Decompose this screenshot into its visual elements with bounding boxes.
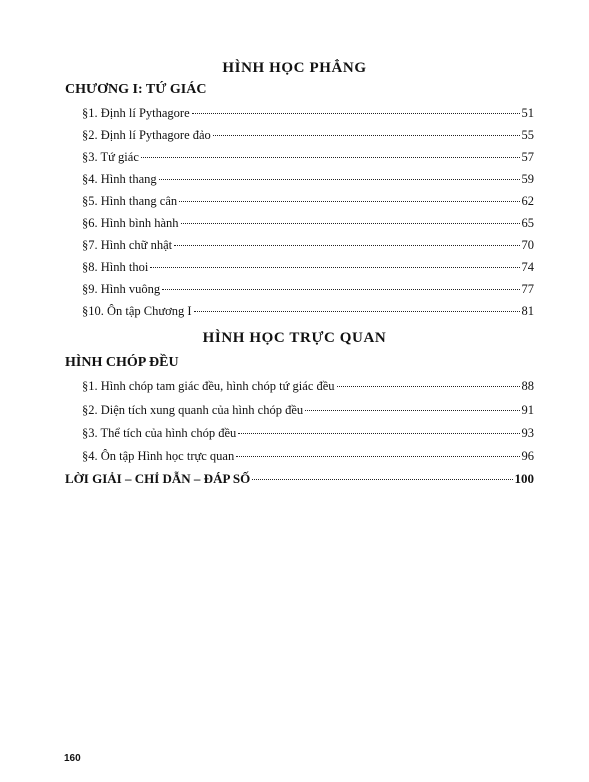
chapter-heading-regular-pyramids: HÌNH CHÓP ĐỀU xyxy=(65,355,179,370)
dot-leader xyxy=(252,479,512,480)
toc-entry-label: §5. Hình thang cân xyxy=(82,194,178,208)
toc-entry-label: §10. Ôn tập Chương I xyxy=(82,304,192,318)
toc-entry-page: 91 xyxy=(521,403,534,417)
dot-leader xyxy=(162,289,519,290)
toc-entry-page: 59 xyxy=(521,172,534,186)
toc-entry-label: §2. Diện tích xung quanh của hình chóp đều xyxy=(82,403,304,417)
toc-entry[interactable] xyxy=(82,104,534,122)
dot-leader xyxy=(192,113,520,114)
toc-entry-label: LỜI GIẢI – CHỈ DẪN – ĐÁP SỐ xyxy=(65,471,251,486)
toc-entry-page: 57 xyxy=(521,150,534,164)
toc-entry[interactable] xyxy=(82,280,534,298)
toc-entry-label: §9. Hình vuông xyxy=(82,282,161,296)
toc-entry[interactable] xyxy=(82,302,534,320)
dot-leader xyxy=(159,179,520,180)
dot-leader xyxy=(238,433,519,434)
toc-entry-label: §6. Hình bình hành xyxy=(82,216,179,230)
toc-entry-answers[interactable] xyxy=(65,470,534,488)
toc-entry[interactable] xyxy=(82,258,534,276)
toc-entry[interactable] xyxy=(82,192,534,210)
toc-entry-label: §8. Hình thoi xyxy=(82,260,149,274)
toc-entry-page: 51 xyxy=(521,106,534,120)
toc-entry-label: §2. Định lí Pythagore đảo xyxy=(82,128,211,142)
part-title-visual-geometry: HÌNH HỌC TRỰC QUAN xyxy=(202,330,387,346)
toc-entry-page: 100 xyxy=(514,471,534,486)
toc-entry-page: 96 xyxy=(521,449,534,463)
toc-entry[interactable] xyxy=(82,236,534,254)
dot-leader xyxy=(150,267,519,268)
part-title-plane-geometry: HÌNH HỌC PHẲNG xyxy=(222,60,367,76)
toc-entry-page: 93 xyxy=(521,426,534,440)
toc-entry-label: §1. Hình chóp tam giác đều, hình chóp tứ giác đều xyxy=(82,379,335,393)
toc-entry-page: 81 xyxy=(521,304,534,318)
toc-entry-page: 65 xyxy=(521,216,534,230)
toc-entry[interactable] xyxy=(82,447,534,465)
toc-entry-label: §4. Hình thang xyxy=(82,172,157,186)
dot-leader xyxy=(141,157,520,158)
dot-leader xyxy=(181,223,520,224)
toc-entry[interactable] xyxy=(82,148,534,166)
dot-leader xyxy=(179,201,519,202)
toc-entry-page: 55 xyxy=(521,128,534,142)
chapter-heading-quadrilaterals: CHƯƠNG I: TỨ GIÁC xyxy=(65,82,207,97)
toc-entry[interactable] xyxy=(82,424,534,442)
toc-entry-label: §1. Định lí Pythagore xyxy=(82,106,190,120)
toc-entry[interactable] xyxy=(82,214,534,232)
toc-entry-label: §7. Hình chữ nhật xyxy=(82,238,173,252)
toc-entry-page: 74 xyxy=(521,260,534,274)
page-number: 160 xyxy=(64,753,81,764)
toc-entry-label: §4. Ôn tập Hình học trực quan xyxy=(82,449,235,463)
dot-leader xyxy=(213,135,520,136)
toc-entry-page: 88 xyxy=(521,379,534,393)
dot-leader xyxy=(174,245,519,246)
toc-entry[interactable] xyxy=(82,126,534,144)
toc-entry-label: §3. Tứ giác xyxy=(82,150,139,164)
toc-entry-page: 70 xyxy=(521,238,534,252)
dot-leader xyxy=(337,386,520,387)
dot-leader xyxy=(236,456,519,457)
dot-leader xyxy=(305,410,519,411)
toc-entry-label: §3. Thể tích của hình chóp đều xyxy=(82,426,237,440)
toc-entry[interactable] xyxy=(82,401,534,419)
toc-entry[interactable] xyxy=(82,377,534,395)
dot-leader xyxy=(194,311,520,312)
toc-entry-page: 77 xyxy=(521,282,534,296)
toc-entry[interactable] xyxy=(82,170,534,188)
toc-entry-page: 62 xyxy=(521,194,534,208)
